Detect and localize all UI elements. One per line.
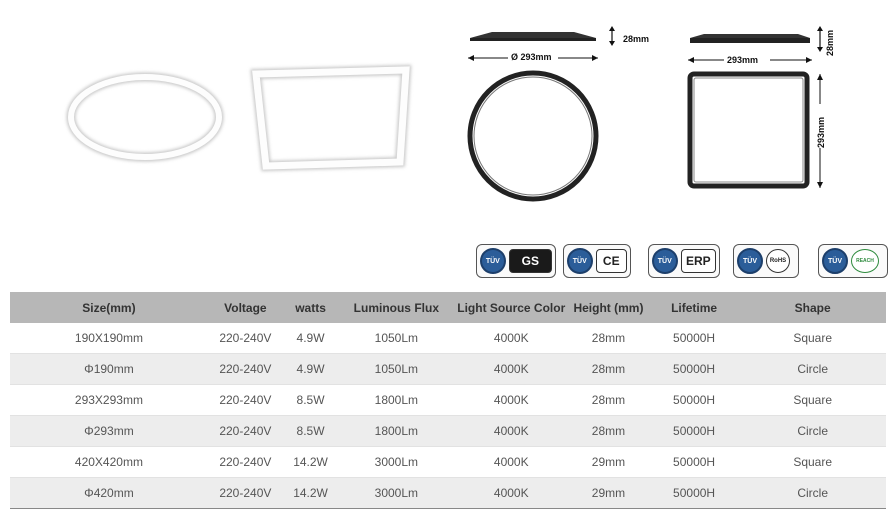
- cell-light-color: 4000K: [454, 385, 568, 416]
- header-size: Size(mm): [10, 292, 208, 323]
- cell-lifetime: 50000H: [649, 478, 740, 509]
- table-row: [10, 323, 886, 354]
- square-width-label: 293mm: [727, 55, 759, 65]
- header-voltage: Voltage: [208, 292, 283, 323]
- cell-light-color: 4000K: [454, 447, 568, 478]
- table-row: [10, 416, 886, 447]
- cert-rohs-badge: [733, 244, 799, 278]
- cell-luminous-flux: 3000Lm: [338, 478, 454, 509]
- cell-height: 28mm: [568, 416, 649, 447]
- cell-voltage: 220-240V: [208, 354, 283, 385]
- cell-luminous-flux: 1800Lm: [338, 385, 454, 416]
- cell-light-color: 4000K: [454, 478, 568, 509]
- cell-voltage: 220-240V: [208, 416, 283, 447]
- cell-shape: Circle: [739, 416, 886, 447]
- tuv-logo-icon: TÜV: [737, 248, 763, 274]
- cell-watts: 8.5W: [283, 385, 338, 416]
- cell-shape: Square: [739, 447, 886, 478]
- erp-mark-icon: ERP: [681, 249, 716, 273]
- cell-watts: 14.2W: [283, 478, 338, 509]
- reach-check-icon: REACH: [851, 249, 879, 273]
- cell-luminous-flux: 1050Lm: [338, 354, 454, 385]
- certification-badges: [476, 244, 888, 280]
- cell-lifetime: 50000H: [649, 447, 740, 478]
- cell-height: 29mm: [568, 447, 649, 478]
- header-height: Height (mm): [568, 292, 649, 323]
- spec-table: [10, 292, 886, 509]
- cell-size: 420X420mm: [10, 447, 208, 478]
- cert-ce-badge: [563, 244, 631, 278]
- table-row: [10, 385, 886, 416]
- cell-shape: Square: [739, 323, 886, 354]
- table-header-row: [10, 292, 886, 323]
- header-lifetime: Lifetime: [649, 292, 740, 323]
- cell-voltage: 220-240V: [208, 447, 283, 478]
- square-height-label: 28mm: [825, 29, 835, 56]
- header-light-source-color: Light Source Color: [454, 292, 568, 323]
- cell-height: 28mm: [568, 354, 649, 385]
- cell-watts: 4.9W: [283, 354, 338, 385]
- cert-reach-badge: [818, 244, 888, 278]
- cell-watts: 14.2W: [283, 447, 338, 478]
- tuv-logo-icon: TÜV: [822, 248, 848, 274]
- cell-luminous-flux: 3000Lm: [338, 447, 454, 478]
- round-panel-photo: [66, 72, 224, 162]
- cell-lifetime: 50000H: [649, 385, 740, 416]
- cell-height: 29mm: [568, 478, 649, 509]
- cell-voltage: 220-240V: [208, 385, 283, 416]
- cell-shape: Square: [739, 385, 886, 416]
- square-panel-photo: [252, 68, 410, 168]
- cell-size: Φ420mm: [10, 478, 208, 509]
- tuv-logo-icon: TÜV: [480, 248, 506, 274]
- gs-mark-icon: GS: [509, 249, 552, 273]
- cell-size: Φ293mm: [10, 416, 208, 447]
- header-watts: watts: [283, 292, 338, 323]
- round-panel-drawing: [462, 22, 650, 202]
- header-luminous-flux: Luminous Flux: [338, 292, 454, 323]
- cell-watts: 4.9W: [283, 323, 338, 354]
- square-depth-label: 293mm: [816, 116, 826, 148]
- cell-voltage: 220-240V: [208, 478, 283, 509]
- cell-lifetime: 50000H: [649, 416, 740, 447]
- round-diameter-label: Ø 293mm: [511, 52, 552, 62]
- cell-size: Φ190mm: [10, 354, 208, 385]
- cell-luminous-flux: 1800Lm: [338, 416, 454, 447]
- cell-size: 190X190mm: [10, 323, 208, 354]
- cell-voltage: 220-240V: [208, 323, 283, 354]
- table-row: [10, 354, 886, 385]
- cert-erp-badge: [648, 244, 720, 278]
- cell-size: 293X293mm: [10, 385, 208, 416]
- table-row: [10, 447, 886, 478]
- tuv-logo-icon: TÜV: [652, 248, 678, 274]
- cert-gs-badge: [476, 244, 556, 278]
- round-height-label: 28mm: [623, 34, 650, 44]
- tuv-logo-icon: TÜV: [567, 248, 593, 274]
- table-row: [10, 478, 886, 509]
- square-panel-drawing: [680, 22, 860, 194]
- cell-shape: Circle: [739, 354, 886, 385]
- cell-luminous-flux: 1050Lm: [338, 323, 454, 354]
- cell-watts: 8.5W: [283, 416, 338, 447]
- cell-lifetime: 50000H: [649, 323, 740, 354]
- rohs-mark-icon: RoHS: [766, 249, 790, 273]
- cell-height: 28mm: [568, 385, 649, 416]
- cell-lifetime: 50000H: [649, 354, 740, 385]
- ce-mark-icon: CE: [596, 249, 627, 273]
- cell-shape: Circle: [739, 478, 886, 509]
- cell-light-color: 4000K: [454, 354, 568, 385]
- cell-height: 28mm: [568, 323, 649, 354]
- header-shape: Shape: [739, 292, 886, 323]
- cell-light-color: 4000K: [454, 323, 568, 354]
- cell-light-color: 4000K: [454, 416, 568, 447]
